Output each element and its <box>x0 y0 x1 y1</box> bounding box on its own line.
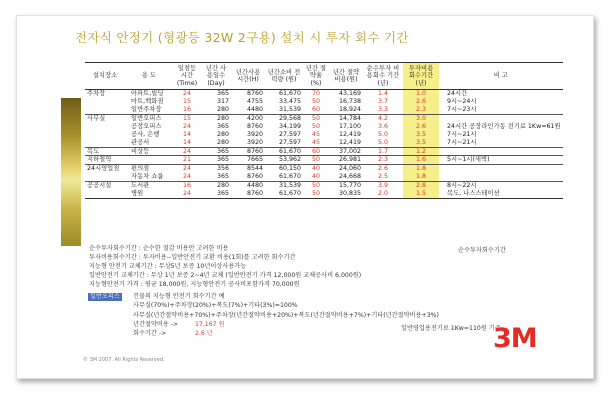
header-annual-hours: 년간사용 시간(H) <box>231 63 265 90</box>
cell-annual-hours: 4200 <box>231 114 265 122</box>
cell-note <box>439 165 563 173</box>
cell-power-cost: 60,150 <box>265 165 303 173</box>
cell-note <box>439 114 563 122</box>
table-row <box>85 139 563 147</box>
cell-hours: 16 <box>173 182 201 190</box>
cell-note: 5시~1시(새벽) <box>439 156 563 165</box>
table-row <box>85 114 563 122</box>
table-row <box>85 98 563 106</box>
cell-note: 9시~24시 <box>447 98 477 106</box>
cell-days: 365 <box>216 173 229 181</box>
cell-use: 일반오피스 <box>125 114 173 122</box>
payback-table <box>85 62 563 199</box>
cell-saving-cost: 26,981 <box>329 156 363 165</box>
cell-hours: 24 <box>173 165 201 173</box>
cell-hours: 21 <box>173 156 201 165</box>
cell-total-payback: 1.8 <box>403 173 439 181</box>
cell-use: 병원 <box>125 190 173 198</box>
cell-place: 주차장 <box>87 90 106 98</box>
cell-annual-hours: 4480 <box>231 182 265 190</box>
header-power-cost: 년간소비 전력량 (원) <box>265 63 303 90</box>
cell-power-cost: 33,475 <box>278 98 301 106</box>
cell-days: 365 <box>201 190 231 198</box>
cell-power-cost: 61,670 <box>278 90 301 98</box>
slide <box>16 15 594 379</box>
example-block <box>133 292 439 338</box>
cell-power-cost: 27,597 <box>278 130 301 138</box>
cell-saving-cost: 18,924 <box>338 106 361 114</box>
cell-pure-payback: 5.0 <box>377 130 388 138</box>
cell-place: 복도 <box>85 147 125 156</box>
cell-note <box>439 147 563 156</box>
cell-hours: 24 <box>173 147 201 156</box>
cell-days: 280 <box>216 130 229 138</box>
cell-total-payback: 1.5 <box>403 190 439 198</box>
cell-annual-hours: 8760 <box>231 190 265 198</box>
cell-saving-rate: 40 <box>303 165 329 173</box>
cell-annual-hours: 8760 <box>246 90 263 98</box>
cell-note: 24시간 공장라인가동 전기료 1Kw=61원 <box>447 122 561 130</box>
cell-hours: 15 <box>182 98 191 106</box>
example-line: 사무실(70%)+주차장(20%)+복도(7%)+기타(3%)=100% <box>133 302 298 310</box>
header-pure-payback: 순수투자 비용회수 기간(년) <box>363 63 403 90</box>
cell-pure-payback: 2.6 <box>363 165 403 173</box>
cell-days: 365 <box>216 122 229 130</box>
cell-power-cost: 61,670 <box>265 190 303 198</box>
cell-days: 280 <box>216 138 229 146</box>
example-period-value: 2.6 년 <box>194 330 213 338</box>
table-row <box>85 156 563 165</box>
header-saving-cost: 년간 절약 비용(원) <box>329 63 363 90</box>
cell-pure-payback: 1.4 <box>377 90 388 98</box>
right-note-electricity: 일반영업용전기료 1Kw=110원 기준 <box>401 325 501 332</box>
header-total-payback: 투자비용 회수기간 (년) <box>403 63 439 90</box>
cell-note: 7시~21시 <box>447 138 477 146</box>
cell-power-cost: 53,962 <box>265 156 303 165</box>
cell-total-payback: 2.8 <box>403 182 439 190</box>
cell-hours: 15 <box>173 114 201 122</box>
table-row <box>85 106 563 114</box>
definition-line: 투자비용회수기간 : 투자비용--일반안전기 교환 비용(1회)를 고려한 회수기간 <box>89 254 296 261</box>
cell-hours: 24 <box>182 90 191 98</box>
cell-place <box>85 190 125 198</box>
cell-use: 공장오피스 <box>131 122 162 130</box>
cell-note: 7시~21시 <box>447 130 477 138</box>
cell-use: 관공서 <box>131 138 150 146</box>
cell-saving-rate: 45 <box>311 138 320 146</box>
example-label: 일반오피스 <box>90 293 120 300</box>
table-body <box>85 90 563 199</box>
cell-hours: 16 <box>182 106 191 114</box>
cell-place: 24시영업점 <box>85 165 125 173</box>
cell-saving-rate: 70 <box>311 90 320 98</box>
cell-total-payback: 1.6 <box>403 156 439 165</box>
cell-saving-rate: 60 <box>311 106 320 114</box>
cell-saving-cost: 12,419 <box>338 130 361 138</box>
cell-total-payback: 2.3 <box>403 106 439 114</box>
cell-hours: 14 <box>182 138 191 146</box>
cell-use: 비상등 <box>125 147 173 156</box>
cell-note: 복도, 나스스테이션 <box>439 190 563 198</box>
example-period <box>133 329 439 338</box>
cell-days: 280 <box>201 182 231 190</box>
cell-saving-cost: 24,060 <box>329 165 363 173</box>
cell-total-payback: 2.6 <box>403 123 439 131</box>
example-saving-value: 17,167 원 <box>194 320 225 328</box>
cell-annual-hours: 8760 <box>246 173 263 181</box>
cell-place <box>85 173 125 181</box>
example-line: 건물의 지능형 안전기 회수기간 예 <box>133 293 225 300</box>
cell-power-cost: 61,670 <box>278 173 301 181</box>
cell-saving-cost: 14,784 <box>329 114 363 122</box>
cell-days: 356 <box>201 165 231 173</box>
cell-days: 365 <box>216 90 229 98</box>
right-note-payback: 순수투자회수기간 <box>458 247 506 254</box>
header-days: 년간 사용일수 (Day) <box>201 63 231 90</box>
page-title: 전자식 안정기 (형광등 32W 2구용) 설치 시 투자 회수 기간 <box>75 30 409 45</box>
cell-saving-rate: 50 <box>303 114 329 122</box>
table-row <box>85 173 563 181</box>
cell-saving-rate: 50 <box>311 122 320 130</box>
cell-use: 도서관 <box>125 182 173 190</box>
cell-annual-hours: 7665 <box>231 156 265 165</box>
cell-saving-cost: 30,835 <box>329 190 363 198</box>
cell-total-payback: 3.5 <box>403 131 439 139</box>
cell-note: 7시~23시 <box>447 106 477 114</box>
cell-pure-payback: 5.0 <box>377 138 388 146</box>
cell-pure-payback: 3.6 <box>377 122 388 130</box>
cell-annual-hours: 3920 <box>246 138 263 146</box>
cell-pure-payback: 1.7 <box>363 147 403 156</box>
cell-pure-payback: 4.2 <box>363 114 403 122</box>
cell-saving-rate: 45 <box>311 130 320 138</box>
cell-saving-rate: 50 <box>311 98 320 106</box>
cell-saving-cost: 24,668 <box>338 173 361 181</box>
header-note: 비 고 <box>439 63 563 90</box>
cell-place: 공공시설 <box>85 182 125 190</box>
cell-note: 24시간 <box>447 90 468 98</box>
header-saving-rate: 년간 절약율 (%) <box>303 63 329 90</box>
cell-place <box>85 123 125 131</box>
cell-power-cost: 31,539 <box>278 106 301 114</box>
cell-pure-payback: 2.5 <box>377 173 388 181</box>
cell-use <box>125 156 173 165</box>
cell-annual-hours: 8760 <box>231 147 265 156</box>
cell-saving-cost: 43,169 <box>338 90 361 98</box>
cell-annual-hours: 3920 <box>246 130 263 138</box>
example-saving-label: 년간절약비용 -> <box>133 320 179 328</box>
cell-power-cost: 34,199 <box>278 122 301 130</box>
cell-days: 317 <box>216 98 229 106</box>
cell-use: 아파트,빌딩 <box>131 90 164 98</box>
header-use: 용 도 <box>125 63 173 90</box>
definition-line: 지능형안전기 가격 : 평균 18,000원, 지능형안전기 공사비포함가격 70,000원 <box>89 281 300 288</box>
cell-days: 280 <box>216 106 229 114</box>
table-header-row <box>85 63 563 90</box>
example-saving <box>133 320 439 329</box>
cell-days: 280 <box>201 114 231 122</box>
cell-saving-cost: 16,738 <box>338 98 361 106</box>
cell-hours: 14 <box>182 130 191 138</box>
example-line: 사무실(년간절약비용+70%)+주차장(년간절약비용+20%)+복도(년간절약비용+7%)+기타(년간절약비용+3%) <box>133 311 439 319</box>
cell-hours: 24 <box>182 173 191 181</box>
cell-annual-hours: 8544 <box>231 165 265 173</box>
cell-place: 사무실 <box>85 114 125 122</box>
cell-pure-payback: 3.9 <box>363 182 403 190</box>
cell-annual-hours: 8760 <box>246 122 263 130</box>
cell-pure-payback: 3.3 <box>377 106 388 114</box>
brand-logo: 3M <box>493 323 537 354</box>
cell-use: 마트,백화점 <box>131 98 164 106</box>
cell-power-cost: 29,568 <box>265 114 303 122</box>
cell-total-payback: 1.0 <box>403 90 439 98</box>
header-place: 설치장소 <box>85 63 125 90</box>
table-row <box>85 147 563 156</box>
cell-hours: 24 <box>173 190 201 198</box>
definition-line: 일반안전기 교체기간 : 무상 1년 보증 2~4년 교체 (일반안전기 가격 12,000원 교체공사비 6,000원) <box>89 272 362 279</box>
cell-use: 편의점 <box>125 165 173 173</box>
definitions-block <box>89 244 361 289</box>
cell-total-payback: 1.8 <box>403 165 439 173</box>
cell-days: 365 <box>201 156 231 165</box>
cell-hours: 24 <box>182 122 191 130</box>
cell-saving-rate: 40 <box>311 173 320 181</box>
cell-power-cost: 31,539 <box>265 182 303 190</box>
cell-pure-payback: 3.7 <box>377 98 388 106</box>
header-hours: 일점등 시간 (Time) <box>173 63 201 90</box>
table-row <box>85 90 563 98</box>
cell-place <box>85 131 125 139</box>
table-row <box>85 123 563 131</box>
cell-note: 8시~22시 <box>439 182 563 190</box>
cell-total-payback: 1.2 <box>403 147 439 156</box>
cell-annual-hours: 4755 <box>246 98 263 106</box>
cell-saving-rate: 60 <box>303 147 329 156</box>
cell-power-cost: 61,670 <box>265 147 303 156</box>
cell-saving-rate: 50 <box>303 182 329 190</box>
copyright-footer: © 3M 2007. All Rights Reserved. <box>83 357 165 363</box>
cell-saving-rate: 50 <box>303 156 329 165</box>
cell-place <box>85 139 125 147</box>
definition-line: 순수투자회수기간 : 순수한 절감 비용만 고려한 비용 <box>89 245 229 252</box>
cell-pure-payback: 2.3 <box>363 156 403 165</box>
cell-saving-cost: 17,100 <box>338 122 361 130</box>
cell-total-payback: 3.5 <box>403 139 439 147</box>
cell-total-payback: 2.6 <box>403 98 439 106</box>
cell-place: 지하철역 <box>85 156 125 165</box>
cell-use: 일반주차장 <box>131 106 162 114</box>
cell-use: 공사, 은행 <box>131 130 160 138</box>
cell-power-cost: 27,597 <box>278 138 301 146</box>
cell-saving-cost: 15,770 <box>329 182 363 190</box>
definition-line: 지능형 안전기 교체기간 : 무상5년 보증 10년이상사용가능 <box>89 263 247 270</box>
table-row <box>85 190 563 198</box>
cell-annual-hours: 4480 <box>246 106 263 114</box>
cell-place <box>85 106 125 114</box>
decorative-gradient-bar <box>61 98 81 246</box>
cell-use: 자동차 쇼룸 <box>131 173 164 181</box>
cell-place <box>85 98 125 106</box>
table-row <box>85 131 563 139</box>
example-period-label: 회수기간 -> <box>133 330 167 338</box>
cell-days: 365 <box>201 147 231 156</box>
cell-note <box>439 173 563 181</box>
cell-pure-payback: 2.0 <box>363 190 403 198</box>
cell-saving-rate: 50 <box>303 190 329 198</box>
cell-saving-cost: 12,419 <box>338 138 361 146</box>
cell-total-payback: 3.0 <box>403 114 439 122</box>
cell-saving-cost: 37,002 <box>329 147 363 156</box>
table-row <box>85 182 563 190</box>
